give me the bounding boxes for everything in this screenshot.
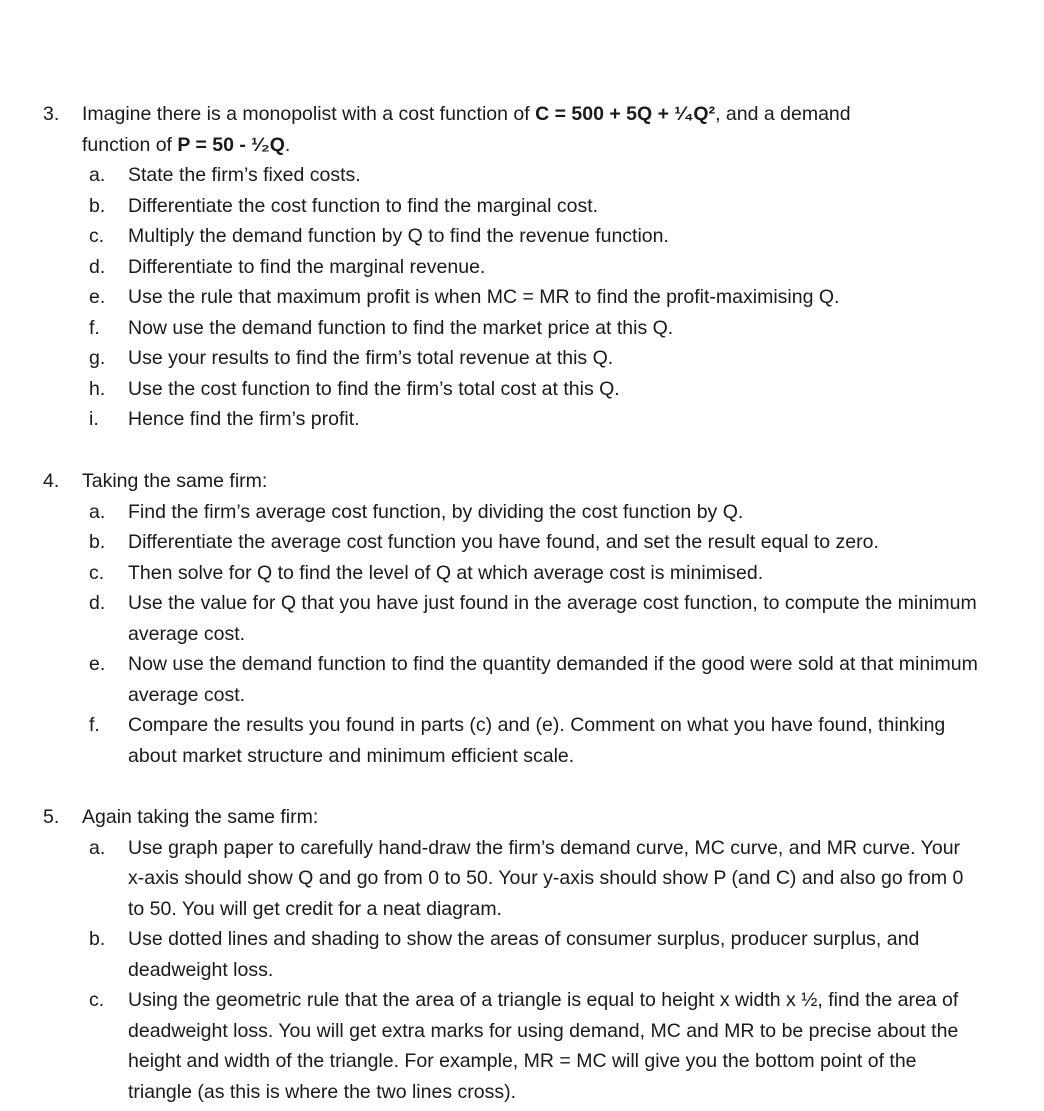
sub-question-text: Differentiate the average cost function you have found, and set the result equal to zero. — [128, 531, 879, 553]
sub-question-text: Now use the demand function to find the market price at this Q. — [128, 316, 674, 339]
sub-question-list — [0, 833, 1044, 1108]
sub-question — [0, 343, 1044, 374]
sub-question — [0, 282, 1044, 313]
sub-question-label: f. — [89, 714, 100, 736]
question-intro-text: , and a demand — [715, 103, 851, 125]
sub-question-text: Use dotted lines and shading to show the areas of consumer surplus, producer surplus, and deadweight loss. — [128, 928, 920, 981]
question-intro-text: . — [284, 133, 291, 156]
sub-question — [0, 924, 1044, 985]
sub-question — [0, 221, 1044, 252]
sub-question-label: b. — [89, 928, 106, 950]
sub-question — [0, 374, 1044, 405]
sub-question-label: e. — [89, 286, 106, 308]
sub-question-label: d. — [89, 255, 106, 278]
sub-question-label: f. — [89, 316, 100, 339]
sub-question-text: Now use the demand function to find the quantity demanded if the good were sold at that minimum average cost. — [128, 653, 978, 706]
sub-question-text: Then solve for Q to find the level of Q at which average cost is minimised. — [128, 561, 764, 584]
sub-question-label: a. — [89, 164, 106, 186]
sub-question — [0, 527, 1044, 558]
sub-question — [0, 191, 1044, 222]
sub-question — [0, 985, 1044, 1107]
sub-question — [0, 313, 1044, 344]
sub-question-label: c. — [89, 561, 105, 584]
question-intro-text: function of — [82, 133, 178, 156]
question-intro-text: Again taking the same firm: — [82, 806, 319, 828]
question-number: 3. — [43, 103, 60, 125]
sub-question — [0, 649, 1044, 710]
sub-question-text: Differentiate to find the marginal revenue. — [128, 255, 486, 278]
question-intro — [0, 802, 1044, 833]
demand-function: P = 50 - ¹⁄₂Q — [177, 133, 285, 156]
sub-question-label: c. — [89, 225, 105, 247]
sub-question-label: h. — [89, 377, 106, 400]
sub-question-text: Use the cost function to find the firm’s total cost at this Q. — [128, 377, 620, 400]
question-number: 5. — [43, 806, 60, 828]
sub-question-text: Use your results to find the firm’s total revenue at this Q. — [128, 347, 614, 369]
question-4 — [0, 466, 1044, 771]
question-intro-line2 — [0, 130, 1044, 161]
sub-question-text: Compare the results you found in parts (c) and (e). Comment on what you have found, thinking about market structure and minimum efficient scale. — [128, 714, 946, 767]
sub-question — [0, 404, 1044, 435]
question-intro-text: Taking the same firm: — [82, 470, 268, 492]
sub-question — [0, 833, 1044, 925]
sub-question-text: Multiply the demand function by Q to find the revenue function. — [128, 225, 669, 247]
sub-question-label: c. — [89, 989, 105, 1011]
sub-question — [0, 558, 1044, 589]
sub-question-label: i. — [89, 408, 99, 430]
sub-question — [0, 160, 1044, 191]
sub-question-list — [0, 160, 1044, 435]
sub-question-text: Find the firm’s average cost function, by dividing the cost function by Q. — [128, 500, 744, 523]
question-intro-text: Imagine there is a monopolist with a cost function of — [82, 103, 536, 125]
sub-question-list — [0, 497, 1044, 772]
question-number: 4. — [43, 470, 60, 492]
question-5 — [0, 802, 1044, 1107]
sub-question-text: Use graph paper to carefully hand-draw the firm’s demand curve, MC curve, and MR curve. Your x-axis should show Q and go from 0 to 50. Your y-axis should show P (and C) and also go from 0 to 50. You will get credit for a neat diagram. — [128, 836, 964, 920]
sub-question — [0, 497, 1044, 528]
question-intro — [0, 99, 1044, 130]
question-intro — [0, 466, 1044, 497]
sub-question-text: Use the rule that maximum profit is when MC = MR to find the profit-maximising Q. — [128, 286, 840, 308]
sub-question-text: Differentiate the cost function to find the marginal cost. — [128, 194, 599, 217]
sub-question-label: b. — [89, 531, 106, 553]
question-3 — [0, 99, 1044, 435]
sub-question-text: Use the value for Q that you have just found in the average cost function, to compute the minimum average cost. — [128, 592, 977, 645]
sub-question-text: State the firm’s fixed costs. — [128, 164, 361, 186]
sub-question-label: g. — [89, 347, 106, 369]
sub-question-text: Hence find the firm’s profit. — [128, 408, 360, 430]
sub-question-label: a. — [89, 836, 106, 859]
sub-question-label: a. — [89, 500, 106, 523]
sub-question-text: Using the geometric rule that the area of a triangle is equal to height x width x ½, find the area of deadweight loss. You will get extra marks for using demand, MC and MR to be precise about the height and width of the triangle. For example, MR = MC will give you the bottom point of the triangle (as this is where the two lines cross). — [128, 989, 959, 1103]
sub-question-label: e. — [89, 653, 106, 675]
sub-question-label: d. — [89, 592, 106, 614]
cost-function: C = 500 + 5Q + ¹⁄₄Q² — [535, 103, 716, 125]
sub-question — [0, 252, 1044, 283]
sub-question — [0, 710, 1044, 771]
sub-question — [0, 588, 1044, 649]
sub-question-label: b. — [89, 194, 106, 217]
